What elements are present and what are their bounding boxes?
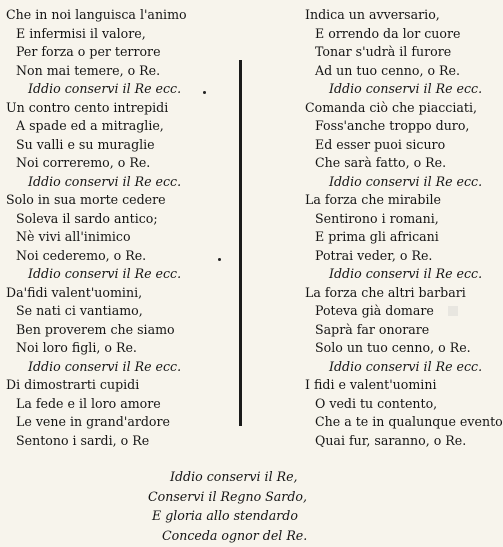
verse-line: Soleva il sardo antico; (16, 210, 158, 226)
refrain-line: Iddio conservi il Re ecc. (329, 81, 483, 96)
stanza-first-line: Di dimostrarti cupidi (6, 377, 140, 392)
verse-line: Solo un tuo cenno, o Re. (315, 340, 471, 355)
verse-line: Sentirono i romani, (315, 210, 439, 226)
verse-line: Le vene in grand'ardore (16, 414, 170, 429)
verse-line: Sentono i sardi, o Re (16, 432, 150, 448)
ink-speck (218, 258, 221, 261)
verse-line: Potrai veder, o Re. (315, 247, 433, 263)
verse-line: A spade ed a mitraglie, (16, 118, 164, 133)
stanza-first-line: Un contro cento intrepidi (6, 99, 169, 115)
verse-line: Ben proverem che siamo (16, 321, 175, 337)
stanza-first-line: La forza che altri barbari (305, 284, 466, 300)
verse-line: Saprà far onorare (315, 321, 430, 337)
verse-line: Noi loro figli, o Re. (16, 340, 137, 355)
stanza-first-line: Da'fidi valent'uomini, (6, 284, 143, 300)
verse-line: Foss'anche troppo duro, (315, 118, 470, 133)
closing-refrain (130, 467, 370, 545)
verse-line: E prima gli africani (315, 229, 439, 244)
ink-speck (203, 91, 206, 94)
verse-line: O vedi tu contento, (315, 395, 438, 411)
column-divider-rule (239, 60, 242, 426)
verse-line: Se nati ci vantiamo, (16, 303, 143, 318)
left-column-stanzas (6, 6, 226, 450)
verse-line: E infermisi il valore, (16, 25, 146, 41)
verse-line: E orrendo da lor cuore (315, 25, 461, 41)
verse-line: Che a te in qualunque evento (315, 414, 503, 429)
stanza-first-line: Comanda ciò che piacciati, (305, 99, 477, 115)
stanza-first-line: Indica un avversario, (305, 7, 440, 22)
verse-line: Per forza o per terrore (16, 44, 161, 59)
verse-line: Quai fur, saranno, o Re. (315, 432, 467, 448)
verse-line: Tonar s'udrà il furore (315, 44, 452, 59)
verse-line: Che sarà fatto, o Re. (315, 155, 447, 170)
verse-line: Noi cederemo, o Re. (16, 247, 147, 263)
refrain-line: Iddio conservi il Re ecc. (329, 266, 483, 281)
paper-blemish (448, 306, 458, 316)
refrain-line: Iddio conservi il Re ecc. (329, 358, 483, 374)
verse-line: Ed esser puoi sicuro (315, 136, 446, 152)
stanza-first-line: I fidi e valent'uomini (305, 377, 437, 392)
stanza-first-line: Solo in sua morte cedere (6, 192, 166, 207)
verse-line: Noi correremo, o Re. (16, 155, 151, 170)
verse-line: Poteva già domare (315, 303, 434, 318)
stanza-first-line: La forza che mirabile (305, 192, 441, 207)
right-column-stanzas (305, 6, 503, 450)
verse-line: Nè vivi all'inimico (16, 229, 131, 244)
refrain-line: Iddio conservi il Re ecc. (28, 173, 182, 189)
verse-line: Non mai temere, o Re. (16, 62, 161, 78)
refrain-line: Iddio conservi il Re ecc. (28, 358, 182, 374)
closing-line: Conceda ognor del Re. (162, 527, 308, 543)
refrain-line: Iddio conservi il Re ecc. (329, 173, 483, 189)
refrain-line: Iddio conservi il Re ecc. (28, 266, 182, 281)
verse-line: Ad un tuo cenno, o Re. (315, 62, 460, 78)
closing-line: Iddio conservi il Re, (170, 469, 298, 484)
closing-line: Conservi il Regno Sardo, (148, 488, 307, 504)
verse-line: Su valli e su muraglie (16, 136, 155, 152)
verse-line: La fede e il loro amore (16, 395, 161, 411)
stanza-first-line: Che in noi languisca l'animo (6, 7, 187, 22)
refrain-line: Iddio conservi il Re ecc. (28, 81, 182, 96)
closing-line: E gloria allo stendardo (152, 508, 298, 523)
